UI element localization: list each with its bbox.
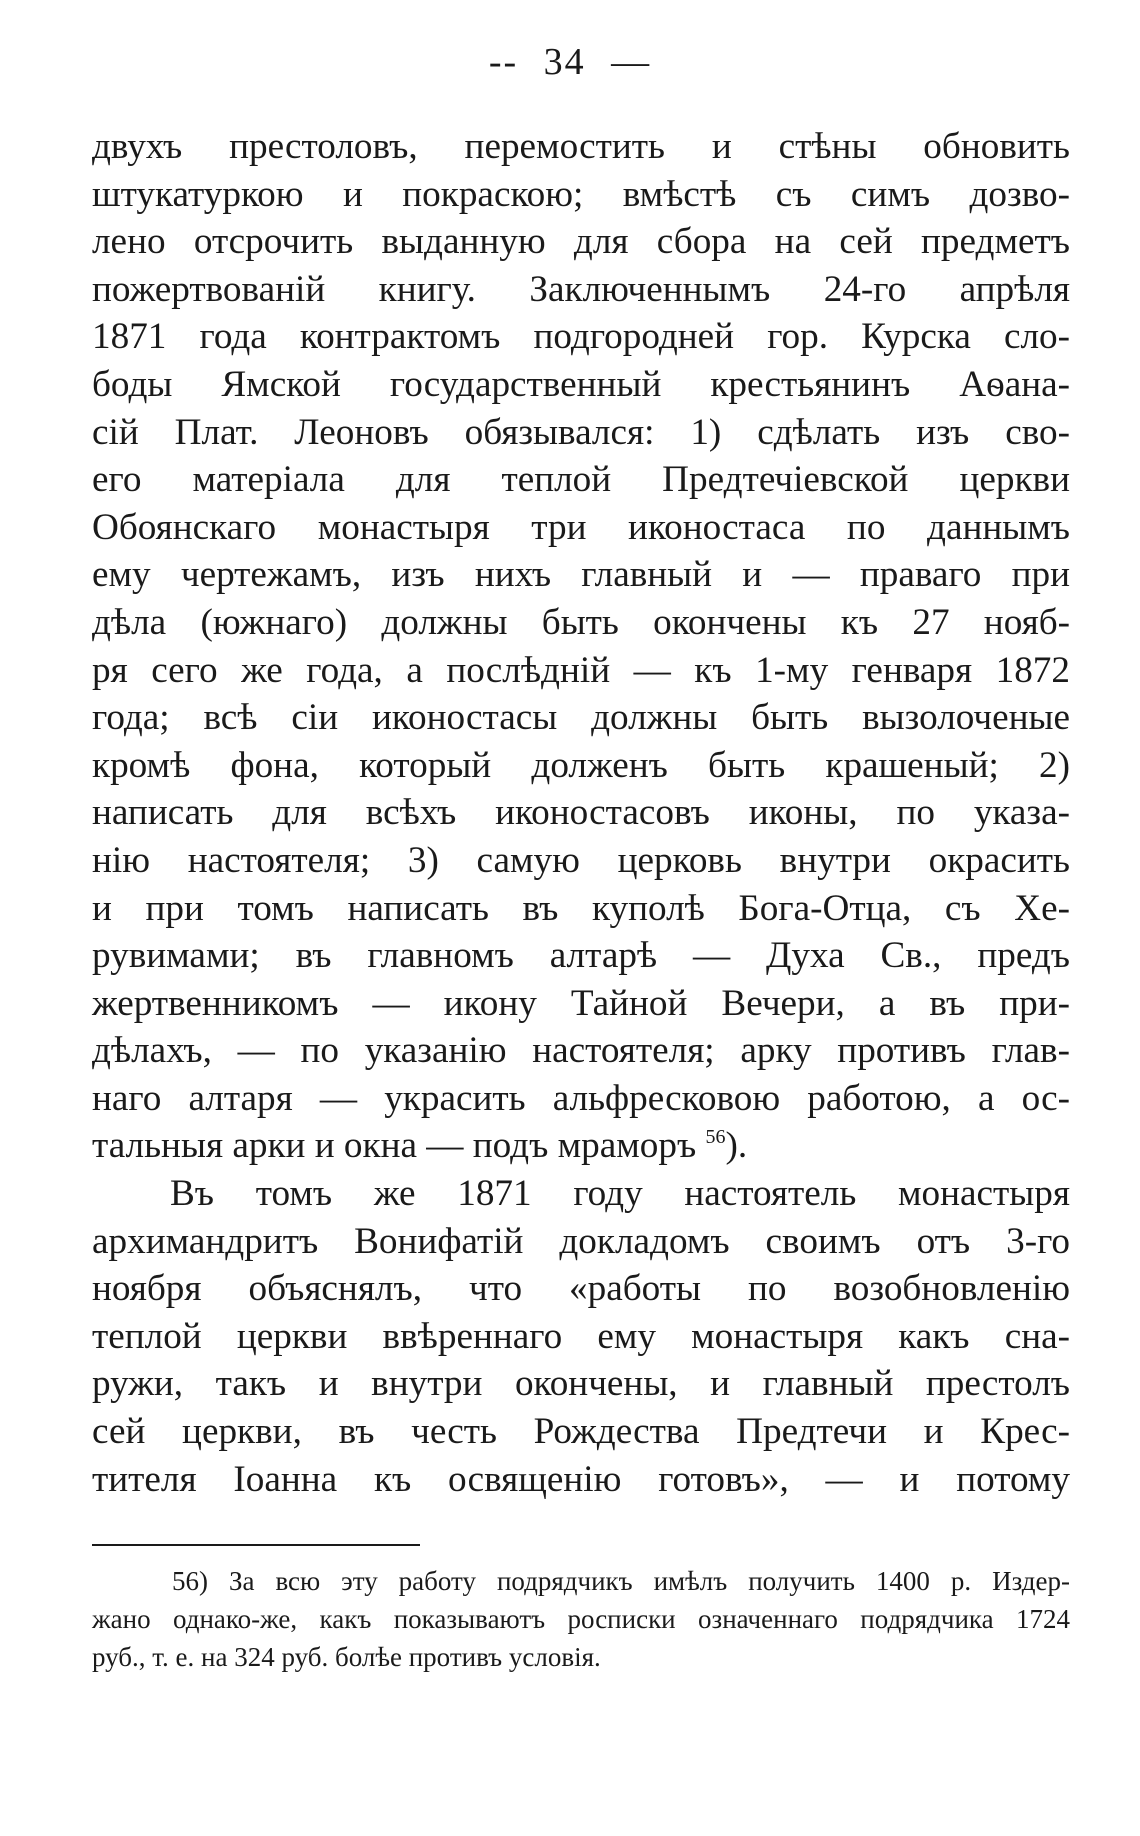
- text-line: года; всѣ сіи иконостасы должны быть вызолоченые: [92, 697, 1070, 739]
- footnote-divider: [92, 1544, 420, 1546]
- text-line: пожертвованій книгу. Заключеннымъ 24-го апрѣля: [92, 268, 1070, 310]
- footnote-reference[interactable]: 56: [705, 1126, 726, 1149]
- text-line-last: [92, 1122, 1070, 1170]
- text-line: 1871 года контрактомъ подгородней гор. Курска сло-: [92, 316, 1070, 358]
- text-line: сей церкви, въ честь Рождества Предтечи и Крес-: [92, 1411, 1070, 1453]
- last-line-tail: ).: [725, 1125, 748, 1167]
- text-line: штукатуркою и покраскою; вмѣстѣ съ симъ дозво-: [92, 173, 1070, 215]
- paragraph-1: [92, 123, 1070, 1170]
- text-line: его матеріала для теплой Предтечіевской церкви: [92, 459, 1070, 501]
- text-line: рувимами; въ главномъ алтарѣ — Духа Св., предъ: [92, 935, 1070, 977]
- text-line: ноября объяснялъ, что «работы по возобновленію: [92, 1268, 1070, 1310]
- text-line: написать для всѣхъ иконостасовъ иконы, по указа-: [92, 792, 1070, 834]
- text-line: нію настоятеля; 3) самую церковь внутри окрасить: [92, 839, 1070, 881]
- text-line-indented: Въ томъ же 1871 году настоятель монастыря: [170, 1173, 1070, 1215]
- text-line: ря сего же года, а послѣдній — къ 1-му генваря 1872: [92, 649, 1070, 691]
- text-line: теплой церкви ввѣреннаго ему монастыря какъ сна-: [92, 1315, 1070, 1357]
- footnote-line-last: руб., т. е. на 324 руб. болѣе противъ условія.: [92, 1642, 601, 1672]
- text-line: дѣлахъ, — по указанію настоятеля; арку противъ глав-: [92, 1030, 1070, 1072]
- footnote-line: жано однако-же, какъ показываютъ росписки означеннаго подрядчика 1724: [92, 1604, 1070, 1634]
- text-line: лено отсрочить выданную для сбора на сей предметъ: [92, 221, 1070, 263]
- text-line: и при томъ написать въ куполѣ Бога-Отца, съ Хе-: [92, 887, 1070, 929]
- text-line: тителя Іоанна къ освященію готовъ», — и потому: [92, 1458, 1070, 1500]
- page-number: 34: [543, 41, 586, 83]
- text-line: архимандритъ Вонифатій докладомъ своимъ отъ 3-го: [92, 1220, 1070, 1262]
- page-header: [0, 40, 1140, 84]
- text-line: сій Плат. Леоновъ обязывался: 1) сдѣлать изъ сво-: [92, 411, 1070, 453]
- text-line: ему чертежамъ, изъ нихъ главный и — праваго при: [92, 554, 1070, 596]
- text-line: двухъ престоловъ, перемостить и стѣны обновить: [92, 126, 1070, 167]
- footnote: [92, 1562, 1070, 1676]
- paragraph-2: [92, 1170, 1070, 1503]
- last-line-text: тальныя арки и окна — подъ мраморъ: [92, 1125, 697, 1167]
- footnote-line: 56) За всю эту работу подрядчикъ имѣлъ получить 1400 р. Издер-: [172, 1566, 1070, 1596]
- main-text: [92, 123, 1070, 1503]
- header-dash-right: —: [611, 41, 652, 83]
- text-line: ружи, такъ и внутри окончены, и главный престолъ: [92, 1363, 1070, 1405]
- text-line: жертвенникомъ — икону Тайной Вечери, а въ при-: [92, 982, 1070, 1024]
- text-line: Обоянскаго монастыря три иконостаса по даннымъ: [92, 506, 1070, 548]
- text-line: дѣла (южнаго) должны быть окончены къ 27 нояб-: [92, 601, 1070, 643]
- text-line: боды Ямской государственный крестьянинъ Аѳана-: [92, 363, 1070, 405]
- text-line: кромѣ фона, который долженъ быть крашеный; 2): [92, 744, 1070, 786]
- text-line: наго алтаря — украсить альфресковою работою, а ос-: [92, 1077, 1070, 1119]
- header-dash-left: --: [488, 41, 519, 83]
